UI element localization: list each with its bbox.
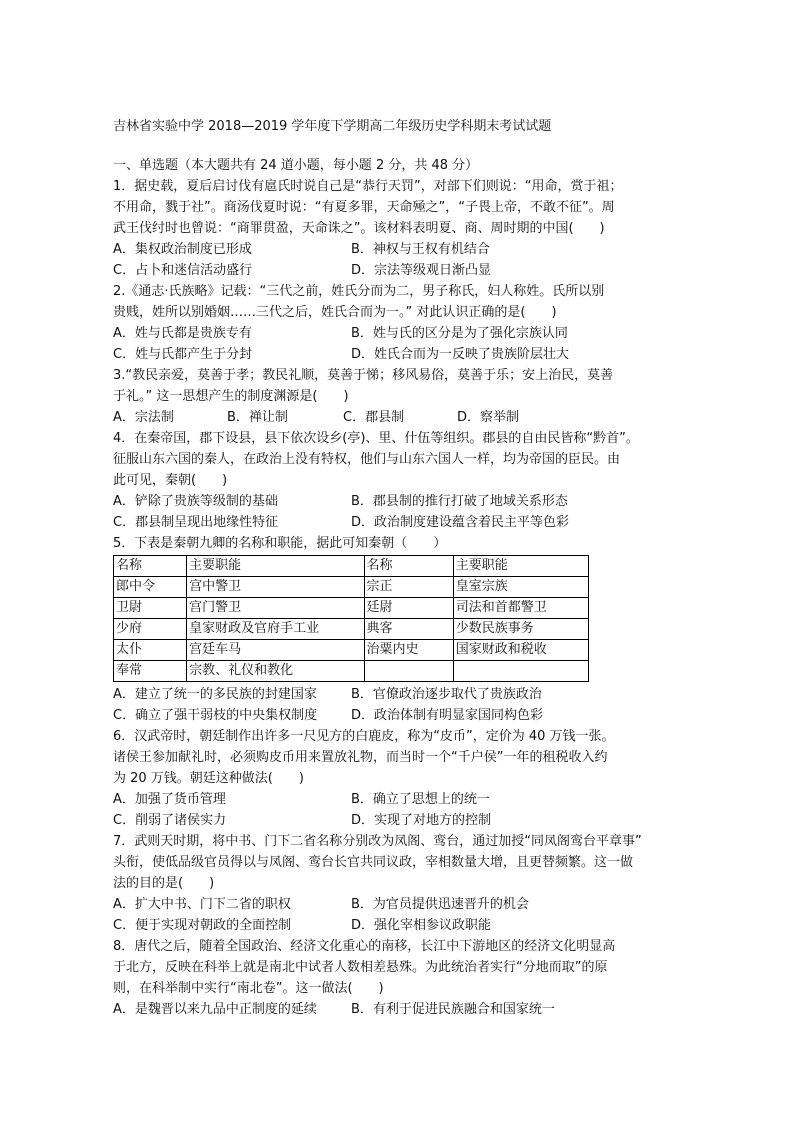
option-a: A．建立了统一的多民族的封建国家 bbox=[113, 687, 317, 702]
option-d: D．姓氏合而为一反映了贵族阶层壮大 bbox=[351, 347, 570, 362]
options bbox=[113, 684, 673, 726]
question-line: 于礼。” 这一思想产生的制度渊源是( ) bbox=[113, 389, 349, 404]
table-cell: 宫门警卫 bbox=[187, 598, 364, 619]
question-line: 法的目的是( ) bbox=[113, 876, 215, 891]
option-a: A．扩大中书、门下二省的职权 bbox=[113, 897, 291, 912]
option-b: B．确立了思想上的统一 bbox=[351, 792, 490, 807]
table-cell: 少府 bbox=[114, 619, 187, 640]
table-cell: 皇室宗族 bbox=[453, 577, 588, 598]
question-line: 为 20 万钱。朝廷这种做法( ) bbox=[113, 771, 304, 786]
option-d: D．实现了对地方的控制 bbox=[351, 813, 492, 828]
option-d: D．政治体制有明显家国同构色彩 bbox=[351, 708, 544, 723]
option-a: A．加强了货币管理 bbox=[113, 792, 226, 807]
table-cell: 皇家财政及官府手工业 bbox=[187, 619, 364, 640]
option-c: C．占卜和迷信活动盛行 bbox=[113, 263, 253, 278]
option-a: A．姓与氏都是贵族专有 bbox=[113, 326, 252, 341]
question-line: 则，在科举制中实行“南北卷”。这一做法( ) bbox=[113, 981, 384, 996]
table-header-cell: 名称 bbox=[114, 556, 187, 577]
option-c: C．确立了强干弱枝的中央集权制度 bbox=[113, 708, 318, 723]
table-cell: 治粟内史 bbox=[364, 640, 453, 661]
question-2 bbox=[113, 281, 673, 365]
option-d: D．强化宰相参议政职能 bbox=[351, 918, 492, 933]
options bbox=[113, 491, 673, 533]
table-cell: 宗教、礼仪和教化 bbox=[187, 661, 364, 682]
options bbox=[113, 407, 673, 428]
option-b: B．禅让制 bbox=[227, 410, 288, 425]
option-c: C．姓与氏都产生于分封 bbox=[113, 347, 253, 362]
table-cell: 典客 bbox=[364, 619, 453, 640]
section-heading: 一、单选题（本大题共有 24 道小题，每小题 2 分，共 48 分） bbox=[113, 158, 479, 173]
option-d: D．察举制 bbox=[457, 410, 520, 425]
question-line: 7．武则天时期，将中书、门下二省名称分别改为凤阁、鸾台，通过加授“同凤阁鸾台平章事” bbox=[113, 834, 642, 849]
question-3 bbox=[113, 365, 673, 428]
question-4 bbox=[113, 428, 673, 533]
table-row bbox=[114, 619, 589, 640]
table-cell bbox=[453, 661, 588, 682]
option-d: D．宗法等级观日渐凸显 bbox=[351, 263, 492, 278]
question-line: 此可见，秦朝( ) bbox=[113, 473, 228, 488]
table-cell: 司法和首都警卫 bbox=[453, 598, 588, 619]
question-line: 诸侯王参加献礼时，必须购皮币用来置放礼物，而当时一个“千户侯”一年的租税收入约 bbox=[113, 750, 608, 765]
option-c: C．郡县制呈现出地缘性特征 bbox=[113, 515, 279, 530]
question-8 bbox=[113, 936, 673, 1020]
options bbox=[113, 789, 673, 831]
table-row bbox=[114, 640, 589, 661]
question-line: 不用命，戮于社”。商汤伐夏时说：“有夏多罪，天命殛之”，“子畏上帝，不敢不征”。周 bbox=[113, 200, 615, 215]
question-line: 4．在秦帝国，郡下设县，县下依次设乡(亭)、里、什伍等组织。郡县的自由民皆称“黔首”。 bbox=[113, 431, 639, 446]
table-cell: 奉常 bbox=[114, 661, 187, 682]
options bbox=[113, 999, 673, 1020]
option-b: B．官僚政治逐步取代了贵族政治 bbox=[351, 687, 542, 702]
table-cell: 郎中令 bbox=[114, 577, 187, 598]
option-a: A．铲除了贵族等级制的基础 bbox=[113, 494, 278, 509]
option-b: B．为官员提供迅速晋升的机会 bbox=[351, 897, 529, 912]
option-a: A．是魏晋以来九品中正制度的延续 bbox=[113, 1002, 317, 1017]
table-row bbox=[114, 598, 589, 619]
option-a: A．宗法制 bbox=[113, 410, 174, 425]
table-cell: 国家财政和税收 bbox=[453, 640, 588, 661]
nine-ministers-table bbox=[113, 555, 589, 682]
question-line: 5．下表是秦朝九卿的名称和职能，据此可知秦朝（ ） bbox=[113, 536, 447, 551]
table-header-cell: 主要职能 bbox=[187, 556, 364, 577]
options bbox=[113, 323, 673, 365]
table-cell: 卫尉 bbox=[114, 598, 187, 619]
option-b: B．神权与王权有机结合 bbox=[351, 242, 490, 257]
option-d: D．政治制度建设蕴含着民主平等色彩 bbox=[351, 515, 570, 530]
question-line: 3.“教民亲爱，莫善于孝；教民礼顺，莫善于悌；移风易俗，莫善于乐；安上治民，莫善 bbox=[113, 368, 614, 383]
question-line: 2.《通志·氏族略》记载：“三代之前，姓氏分而为二，男子称氏，妇人称姓。氏所以别 bbox=[113, 284, 605, 299]
options bbox=[113, 894, 673, 936]
question-5 bbox=[113, 533, 673, 726]
question-line: 于北方，反映在科举上就是南北中试者人数相差悬殊。为此统治者实行“分地而取”的原 bbox=[113, 960, 608, 975]
question-line: 贵贱，姓所以别婚姻……三代之后，姓氏合而为一。” 对此认识正确的是( ) bbox=[113, 305, 557, 320]
question-line: 征服山东六国的秦人，在政治上没有特权，他们与山东六国人一样，均为帝国的臣民。由 bbox=[113, 452, 621, 467]
table-cell: 宗正 bbox=[364, 577, 453, 598]
options bbox=[113, 239, 673, 281]
table-header-cell: 主要职能 bbox=[453, 556, 588, 577]
option-b: B．郡县制的推行打破了地域关系形态 bbox=[351, 494, 568, 509]
table-cell: 太仆 bbox=[114, 640, 187, 661]
table-cell: 廷尉 bbox=[364, 598, 453, 619]
question-7 bbox=[113, 831, 673, 936]
question-6 bbox=[113, 726, 673, 831]
option-c: C．郡县制 bbox=[343, 410, 405, 425]
table-row bbox=[114, 661, 589, 682]
exam-title: 吉林省实验中学 2018—2019 学年度下学期高二年级历史学科期末考试试题 bbox=[113, 119, 552, 134]
question-line: 1．据史载，夏后启讨伐有扈氏时说自己是“恭行天罚”，对部下们则说：“用命，赏于祖； bbox=[113, 179, 623, 194]
table-cell: 宫中警卫 bbox=[187, 577, 364, 598]
question-line: 武王伐纣时也曾说：“商罪贯盈，天命诛之”。该材料表明夏、商、周时期的中国( ) bbox=[113, 221, 605, 236]
table-cell bbox=[364, 661, 453, 682]
table-header-row bbox=[114, 556, 589, 577]
option-c: C．削弱了诸侯实力 bbox=[113, 813, 227, 828]
option-b: B．姓与氏的区分是为了强化宗族认同 bbox=[351, 326, 568, 341]
table-cell: 少数民族事务 bbox=[453, 619, 588, 640]
option-a: A．集权政治制度已形成 bbox=[113, 242, 252, 257]
question-line: 8．唐代之后，随着全国政治、经济文化重心的南移，长江中下游地区的经济文化明显高 bbox=[113, 939, 616, 954]
question-line: 头衔，使低品级官员得以与凤阁、鸾台长官共同议政，宰相数量大增，且更替频繁。这一做 bbox=[113, 855, 634, 870]
table-cell: 宫廷车马 bbox=[187, 640, 364, 661]
question-line: 6．汉武帝时，朝廷制作出许多一尺见方的白鹿皮，称为“皮币”，定价为 40 万钱一张。 bbox=[113, 729, 615, 744]
exam-page bbox=[113, 117, 673, 1020]
option-c: C．便于实现对朝政的全面控制 bbox=[113, 918, 292, 933]
question-1 bbox=[113, 176, 673, 281]
table-header-cell: 名称 bbox=[364, 556, 453, 577]
table-row bbox=[114, 577, 589, 598]
option-b: B．有利于促进民族融合和国家统一 bbox=[351, 1002, 555, 1017]
